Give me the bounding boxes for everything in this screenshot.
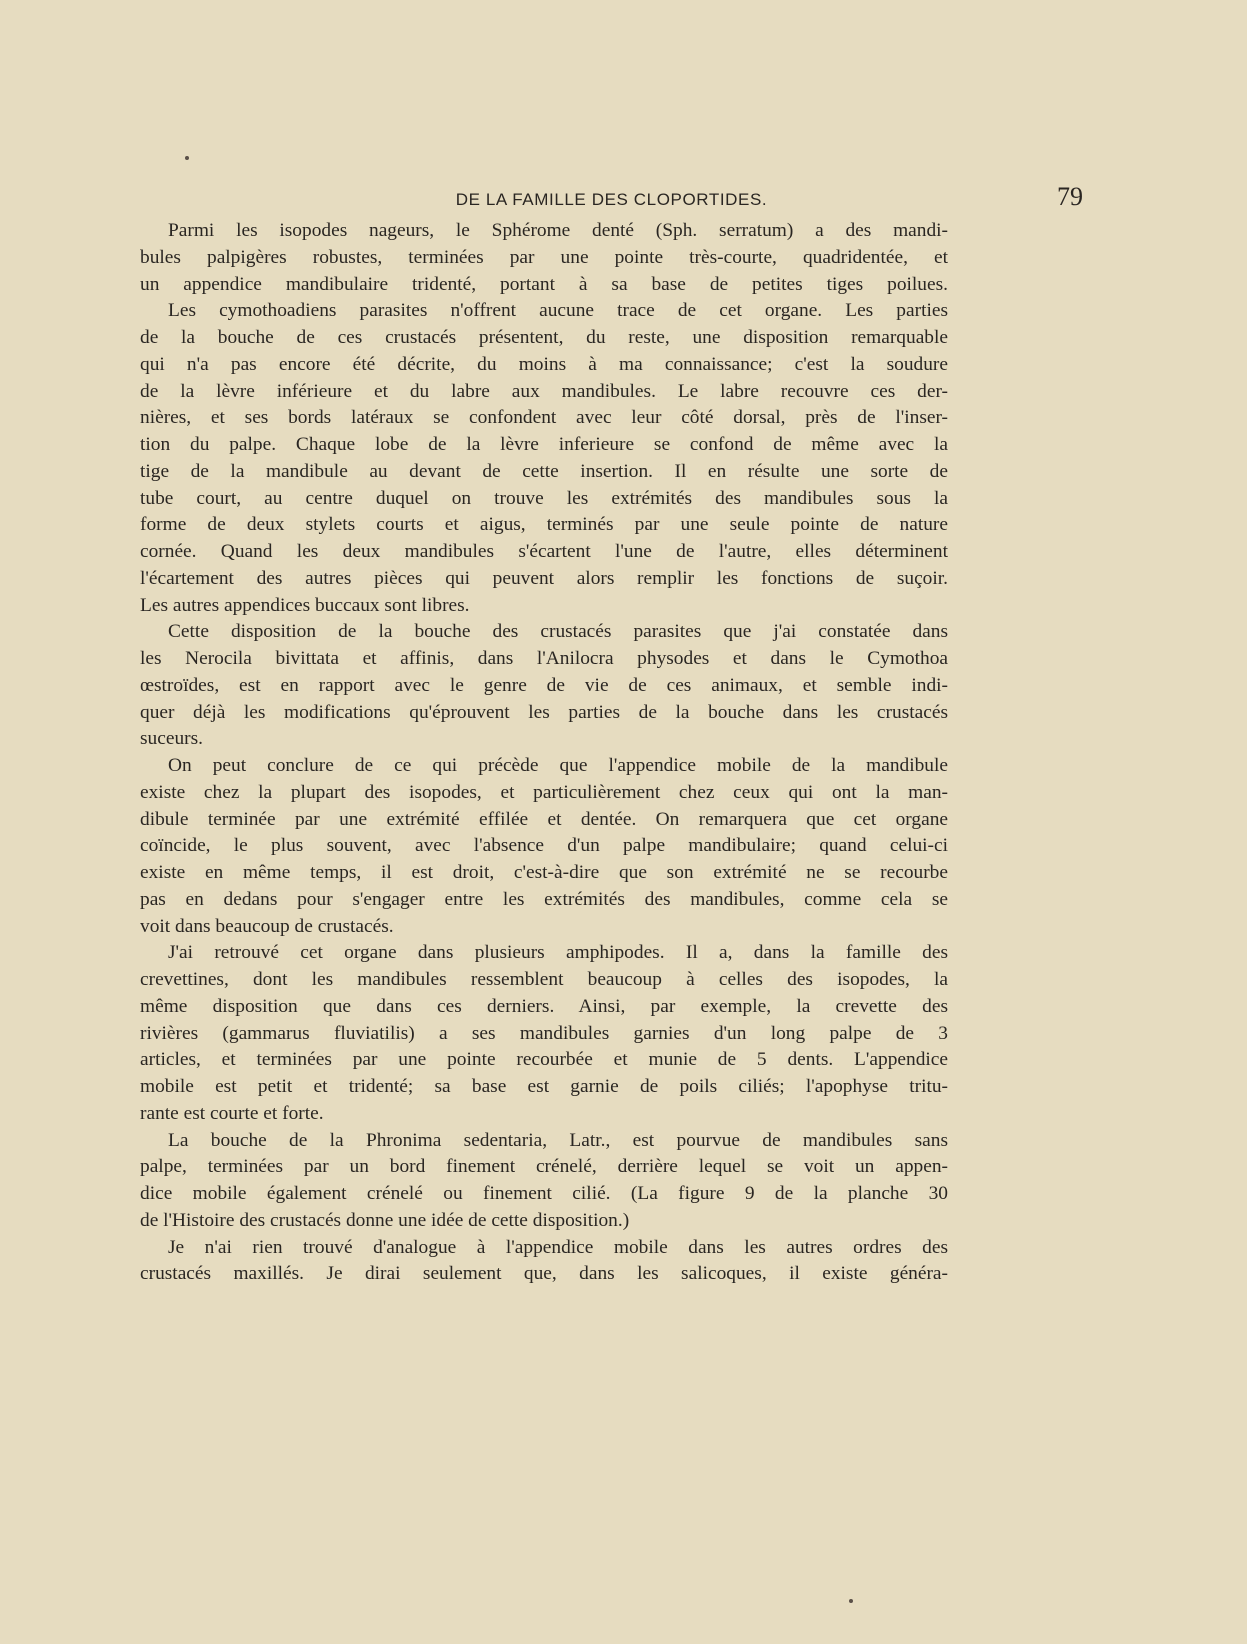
text-line: l'écartement des autres pièces qui peuvent alors remplir les fonctions de suçoir. — [140, 567, 948, 589]
text-line: articles, et terminées par une pointe recourbée et munie de 5 dents. L'appendice — [140, 1049, 948, 1071]
text-line: tige de la mandibule au devant de cette insertion. Il en résulte une sorte de — [140, 460, 948, 482]
text-line: coïncide, le plus souvent, avec l'absence d'un palpe mandibulaire; quand celui-ci — [140, 835, 948, 857]
running-title: DE LA FAMILLE DES CLOPORTIDES. — [455, 190, 768, 209]
text-line: un appendice mandibulaire tridenté, portant à sa base de petites tiges poilues. — [140, 273, 948, 295]
text-line: dice mobile également crénelé ou finement cilié. (La figure 9 de la planche 30 — [140, 1183, 948, 1204]
text-line: existe chez la plupart des isopodes, et particulièrement chez ceux qui ont la man- — [140, 781, 948, 803]
text-line: œstroïdes, est en rapport avec le genre de vie de ces animaux, et semble indi- — [140, 674, 948, 696]
text-line: J'ai retrouvé cet organe dans plusieurs amphipodes. Il a, dans la famille des — [168, 942, 948, 964]
text-line: Cette disposition de la bouche des crustacés parasites que j'ai constatée dans — [168, 621, 948, 643]
ink-speck — [849, 1599, 853, 1603]
text-line: bules palpigères robustes, terminées par une pointe très-courte, quadridentée, et — [140, 246, 948, 268]
text-line: crevettines, dont les mandibules ressemblent beaucoup à celles des isopodes, la — [140, 969, 948, 990]
text-line: On peut conclure de ce qui précède que l'appendice mobile de la mandibule — [168, 755, 948, 776]
page-header — [140, 184, 1083, 214]
text-line: tion du palpe. Chaque lobe de la lèvre inferieure se confond de même avec la — [140, 434, 948, 455]
text-line: même disposition que dans ces derniers. Ainsi, par exemple, la crevette des — [140, 995, 948, 1017]
text-line: Les cymothoadiens parasites n'offrent aucune trace de cet organe. Les parties — [168, 300, 948, 322]
text-line: existe en même temps, il est droit, c'est-à-dire que son extrémité ne se recourbe — [140, 862, 948, 883]
text-line: cornée. Quand les deux mandibules s'écartent l'une de l'autre, elles déterminent — [140, 541, 948, 562]
text-line: quer déjà les modifications qu'éprouvent les parties de la bouche dans les crustacés — [140, 701, 948, 723]
text-line: palpe, terminées par un bord finement crénelé, derrière lequel se voit un appen- — [140, 1156, 948, 1178]
text-line: nières, et ses bords latéraux se confondent avec leur côté dorsal, près de l'inser- — [140, 407, 948, 429]
text-line: Je n'ai rien trouvé d'analogue à l'appendice mobile dans les autres ordres des — [168, 1236, 948, 1258]
text-line: rivières (gammarus fluviatilis) a ses mandibules garnies d'un long palpe de 3 — [140, 1022, 948, 1044]
text-line: de la lèvre inférieure et du labre aux mandibules. Le labre recouvre ces der- — [140, 380, 948, 402]
body-text — [140, 218, 948, 1288]
text-line: voit dans beaucoup de crustacés. — [140, 915, 394, 937]
text-line: mobile est petit et tridenté; sa base est garnie de poils ciliés; l'apophyse tritu- — [140, 1076, 948, 1097]
ink-speck — [185, 156, 189, 160]
text-line: forme de deux stylets courts et aigus, terminés par une seule pointe de nature — [140, 514, 948, 536]
text-line: les Nerocila bivittata et affinis, dans l'Anilocra physodes et dans le Cymothoa — [140, 648, 948, 669]
text-line: tube court, au centre duquel on trouve les extrémités des mandibules sous la — [140, 487, 948, 509]
text-line: Parmi les isopodes nageurs, le Sphérome denté (Sph. serratum) a des mandi- — [168, 220, 948, 241]
text-line: Les autres appendices buccaux sont libres. — [140, 594, 470, 616]
page-number: 79 — [1057, 182, 1083, 211]
text-line: de la bouche de ces crustacés présentent, du reste, une disposition remarquable — [140, 327, 948, 348]
text-line: suceurs. — [140, 728, 204, 750]
text-line: crustacés maxillés. Je dirai seulement que, dans les salicoques, il existe généra- — [140, 1263, 948, 1285]
text-line: de l'Histoire des crustacés donne une idée de cette disposition.) — [140, 1209, 630, 1231]
text-line: qui n'a pas encore été décrite, du moins à ma connaissance; c'est la soudure — [140, 353, 948, 375]
text-line: dibule terminée par une extrémité effilée et dentée. On remarquera que cet organe — [140, 808, 948, 830]
text-line: La bouche de la Phronima sedentaria, Latr., est pourvue de mandibules sans — [168, 1129, 948, 1151]
text-line: pas en dedans pour s'engager entre les extrémités des mandibules, comme cela se — [140, 888, 948, 910]
text-line: rante est courte et forte. — [140, 1102, 324, 1124]
